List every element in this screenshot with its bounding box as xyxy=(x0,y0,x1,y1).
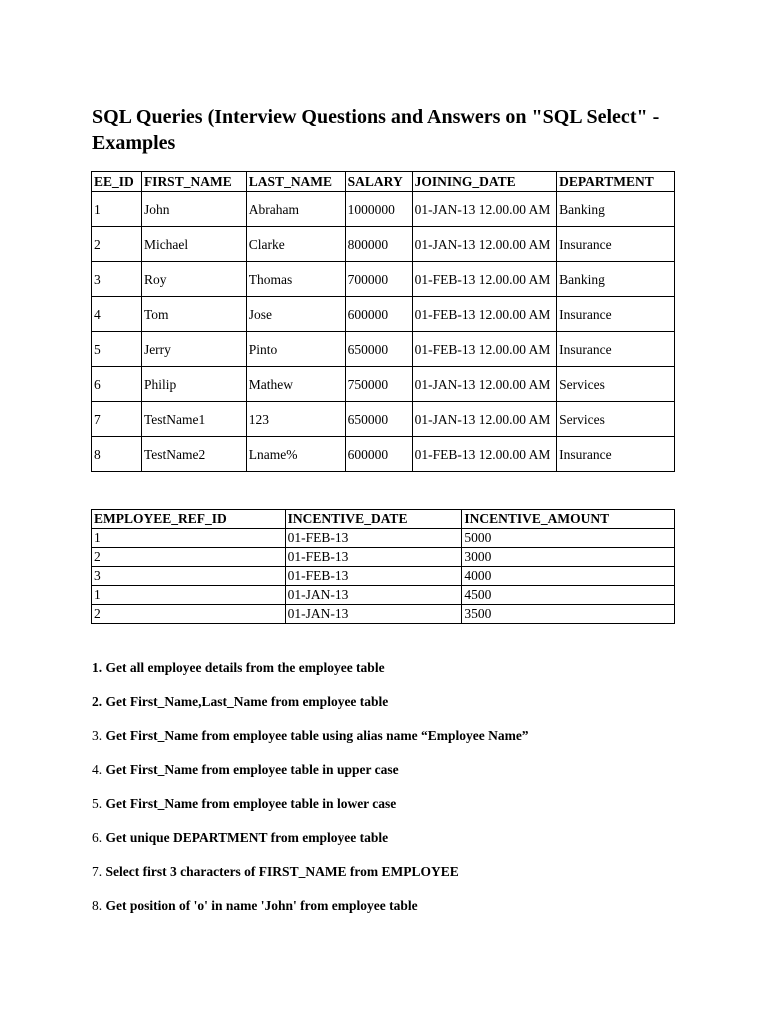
question-number: 4. xyxy=(92,762,103,777)
question-number: 7. xyxy=(92,864,103,879)
table-cell: TestName1 xyxy=(141,402,246,437)
table-cell: 650000 xyxy=(345,332,412,367)
question-text: Get unique DEPARTMENT from employee table xyxy=(105,830,389,845)
question-number: 8. xyxy=(92,898,103,913)
employee-row xyxy=(92,367,675,402)
column-header: EMPLOYEE_REF_ID xyxy=(92,510,286,529)
question-list xyxy=(92,658,712,930)
table-cell: 5000 xyxy=(462,529,675,548)
table-cell: 650000 xyxy=(345,402,412,437)
table-cell: 6 xyxy=(92,367,142,402)
table-cell: 750000 xyxy=(345,367,412,402)
employee-row xyxy=(92,192,675,227)
question-text: Get all employee details from the employee table xyxy=(105,660,385,675)
table-cell: Mathew xyxy=(246,367,345,402)
table-cell: 01-FEB-13 12.00.00 AM xyxy=(412,437,557,472)
question-number: 3. xyxy=(92,728,103,743)
question-number: 2. xyxy=(92,694,103,709)
question-text: Get position of 'o' in name 'John' from employee table xyxy=(105,898,418,913)
table-cell: TestName2 xyxy=(141,437,246,472)
column-header: EE_ID xyxy=(92,172,142,192)
employee-row xyxy=(92,262,675,297)
table-cell: 2 xyxy=(92,605,286,624)
table-cell: 2 xyxy=(92,548,286,567)
incentive-row xyxy=(92,605,675,624)
question-number: 5. xyxy=(92,796,103,811)
question-text: Get First_Name from employee table in lower case xyxy=(105,796,397,811)
table-cell: 3000 xyxy=(462,548,675,567)
employee-row xyxy=(92,437,675,472)
question-text: Select first 3 characters of FIRST_NAME from EMPLOYEE xyxy=(105,864,459,879)
table-cell: 1 xyxy=(92,529,286,548)
table-cell: Pinto xyxy=(246,332,345,367)
table-cell: Thomas xyxy=(246,262,345,297)
table-cell: Services xyxy=(557,367,675,402)
question-text: Get First_Name from employee table using alias name “Employee Name” xyxy=(105,728,529,743)
table-cell: Insurance xyxy=(557,437,675,472)
table-cell: 01-FEB-13 12.00.00 AM xyxy=(412,332,557,367)
table-cell: 2 xyxy=(92,227,142,262)
table-cell: 5 xyxy=(92,332,142,367)
table-cell: 4000 xyxy=(462,567,675,586)
table-cell: 01-FEB-13 xyxy=(285,548,462,567)
table-cell: 01-JAN-13 12.00.00 AM xyxy=(412,227,557,262)
table-cell: Banking xyxy=(557,262,675,297)
column-header: FIRST_NAME xyxy=(141,172,246,192)
question-item xyxy=(92,862,712,896)
incentive-table-header-row xyxy=(92,510,675,529)
table-cell: Jose xyxy=(246,297,345,332)
table-cell: 3 xyxy=(92,567,286,586)
table-cell: 700000 xyxy=(345,262,412,297)
table-cell: 01-JAN-13 12.00.00 AM xyxy=(412,367,557,402)
question-number: 1. xyxy=(92,660,103,675)
table-cell: 4500 xyxy=(462,586,675,605)
table-cell: 01-JAN-13 12.00.00 AM xyxy=(412,192,557,227)
table-cell: Insurance xyxy=(557,227,675,262)
question-item xyxy=(92,794,712,828)
incentive-row xyxy=(92,586,675,605)
incentive-row xyxy=(92,567,675,586)
table-cell: Insurance xyxy=(557,297,675,332)
table-cell: Insurance xyxy=(557,332,675,367)
table-cell: 4 xyxy=(92,297,142,332)
table-cell: 7 xyxy=(92,402,142,437)
table-cell: 123 xyxy=(246,402,345,437)
question-text: Get First_Name from employee table in upper case xyxy=(105,762,399,777)
table-cell: Lname% xyxy=(246,437,345,472)
table-cell: 3 xyxy=(92,262,142,297)
incentive-row xyxy=(92,548,675,567)
incentive-table xyxy=(91,509,675,624)
page-title: SQL Queries (Interview Questions and Answers on "SQL Select" - Examples xyxy=(92,106,660,154)
employee-row xyxy=(92,227,675,262)
employee-row xyxy=(92,297,675,332)
question-item xyxy=(92,828,712,862)
table-cell: 1 xyxy=(92,192,142,227)
question-item xyxy=(92,760,712,794)
table-cell: John xyxy=(141,192,246,227)
table-cell: Banking xyxy=(557,192,675,227)
table-cell: 600000 xyxy=(345,437,412,472)
column-header: INCENTIVE_DATE xyxy=(285,510,462,529)
table-cell: 1000000 xyxy=(345,192,412,227)
table-cell: Michael xyxy=(141,227,246,262)
question-item xyxy=(92,692,712,726)
column-header: JOINING_DATE xyxy=(412,172,557,192)
column-header: INCENTIVE_AMOUNT xyxy=(462,510,675,529)
table-cell: 01-FEB-13 xyxy=(285,567,462,586)
table-cell: 8 xyxy=(92,437,142,472)
table-cell: 1 xyxy=(92,586,286,605)
question-item xyxy=(92,896,712,930)
table-cell: Roy xyxy=(141,262,246,297)
table-cell: 01-FEB-13 12.00.00 AM xyxy=(412,297,557,332)
table-cell: Abraham xyxy=(246,192,345,227)
table-cell: 600000 xyxy=(345,297,412,332)
table-cell: 01-FEB-13 xyxy=(285,529,462,548)
question-text: Get First_Name,Last_Name from employee table xyxy=(105,694,389,709)
column-header: DEPARTMENT xyxy=(557,172,675,192)
question-item xyxy=(92,658,712,692)
employee-row xyxy=(92,332,675,367)
table-cell: 3500 xyxy=(462,605,675,624)
table-cell: 01-JAN-13 xyxy=(285,605,462,624)
employee-row xyxy=(92,402,675,437)
question-number: 6. xyxy=(92,830,103,845)
table-cell: 800000 xyxy=(345,227,412,262)
table-cell: Services xyxy=(557,402,675,437)
column-header: LAST_NAME xyxy=(246,172,345,192)
column-header: SALARY xyxy=(345,172,412,192)
table-cell: 01-FEB-13 12.00.00 AM xyxy=(412,262,557,297)
question-item xyxy=(92,726,712,760)
employee-table-header-row xyxy=(92,172,675,192)
table-cell: Tom xyxy=(141,297,246,332)
table-cell: 01-JAN-13 12.00.00 AM xyxy=(412,402,557,437)
table-cell: Philip xyxy=(141,367,246,402)
incentive-row xyxy=(92,529,675,548)
employee-table xyxy=(91,171,675,472)
table-cell: 01-JAN-13 xyxy=(285,586,462,605)
table-cell: Jerry xyxy=(141,332,246,367)
table-cell: Clarke xyxy=(246,227,345,262)
